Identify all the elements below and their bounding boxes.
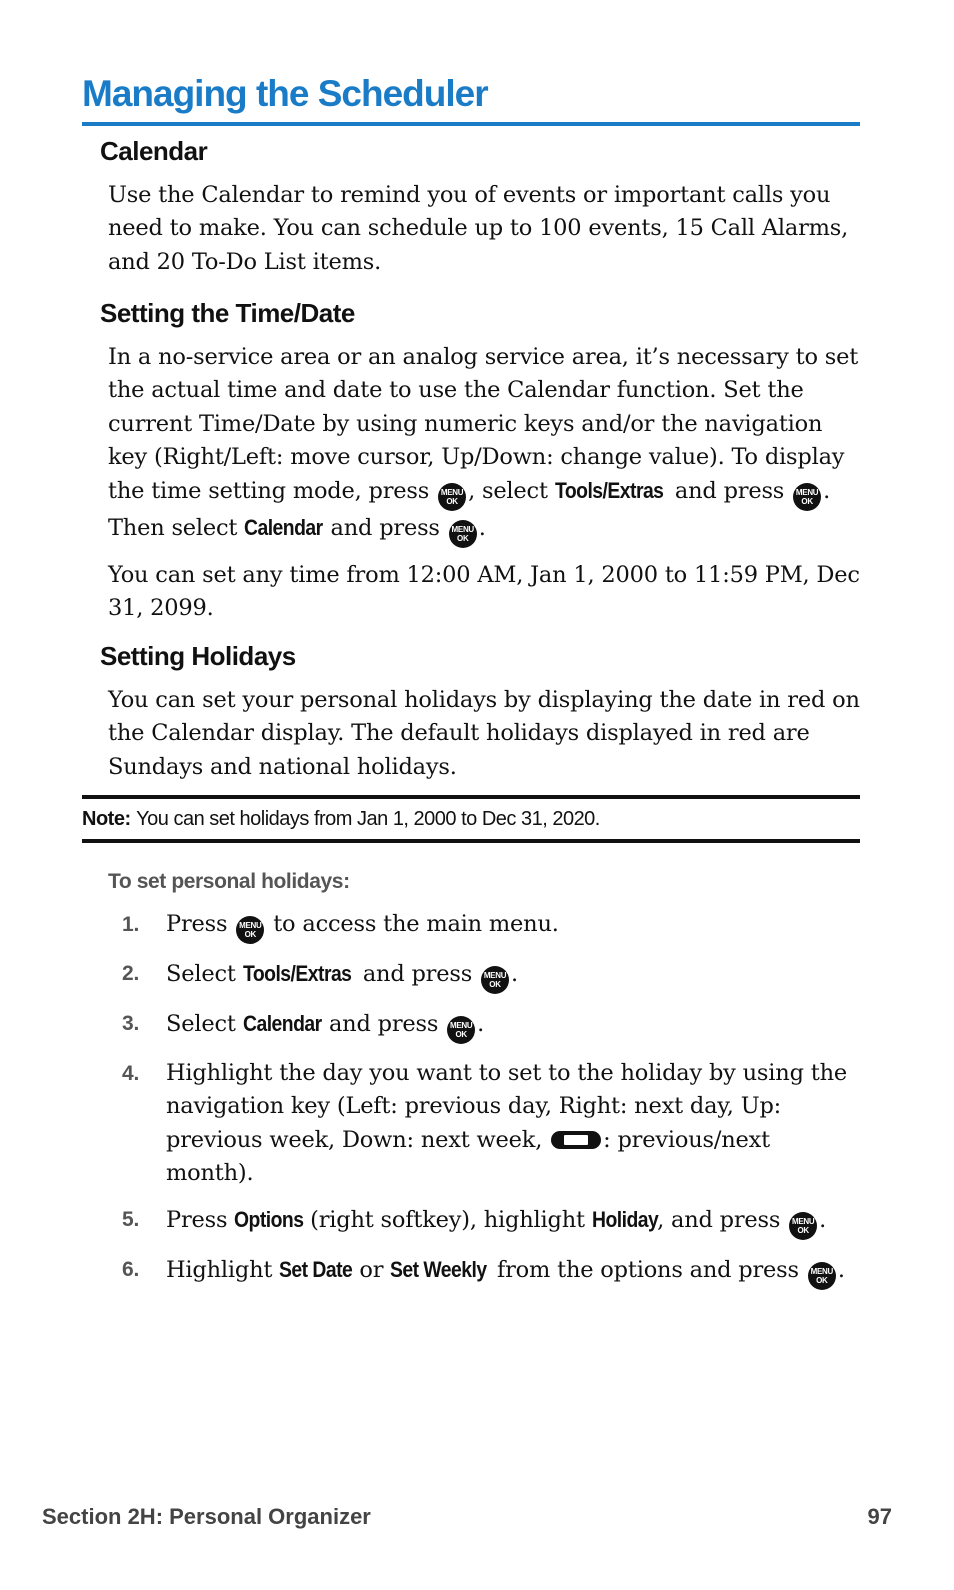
step-1 (120, 908, 860, 944)
menu-ok-key-icon: MENU OK (793, 483, 821, 511)
menu-ok-key-icon: MENU OK (449, 520, 477, 548)
text: or (359, 1257, 384, 1284)
text: : previous/next month). (166, 1126, 770, 1186)
text: . (478, 515, 486, 542)
text: and press (330, 515, 440, 542)
text: Press (166, 1207, 228, 1234)
calendar-label: Calendar (244, 515, 323, 541)
holidays-section (100, 639, 860, 784)
text: and press (674, 478, 785, 505)
menu-ok-key-icon: MENU OK (236, 916, 264, 944)
calendar-section (100, 134, 860, 279)
time-date-section (100, 296, 860, 626)
text: . (837, 1257, 845, 1284)
step-number: 6. (122, 1258, 140, 1282)
calendar-body: Use the Calendar to remind you of events or important calls you need to make. You can schedule up to 100 events, 15 Call Alarms, and 20 To-Do List items. (108, 182, 849, 275)
text: Press (166, 911, 228, 937)
note-label: Note: (82, 808, 131, 830)
step-number: 4. (122, 1062, 140, 1085)
step-6 (120, 1253, 860, 1290)
text: . (823, 478, 831, 505)
text: Highlight (166, 1257, 273, 1284)
tools-extras-label: Tools/Extras (554, 478, 664, 504)
tools-extras-label: Tools/Extras (242, 961, 352, 986)
side-navigation-key-icon (551, 1131, 601, 1149)
menu-ok-key-icon: MENU OK (438, 483, 466, 511)
step-number: 1. (122, 913, 140, 936)
text: , select (468, 478, 548, 505)
menu-ok-key-icon: MENU OK (808, 1262, 836, 1290)
note-box (82, 795, 860, 843)
page-footer (42, 1504, 892, 1530)
step-5 (120, 1203, 860, 1240)
time-date-paragraph-2: You can set any time from 12:00 AM, Jan 1, 2000 to 11:59 PM, Dec 31, 2099. (108, 562, 860, 622)
time-date-heading: Setting the Time/Date (100, 298, 355, 328)
text: and press (362, 961, 473, 987)
text: to access the main menu. (273, 911, 559, 937)
set-weekly-label: Set Weekly (390, 1257, 487, 1283)
text: and press (328, 1011, 439, 1037)
step-4 (120, 1057, 860, 1190)
steps-title: To set personal holidays: (108, 870, 350, 893)
text: In a no-service area or an analog service area, it’s necessary to set the actual time and date to use the Calendar function. Set the current Time/Date by using numeric keys and/or the navigation key (Right/Left: move cursor, Up/Down: change value). To display the time setting mode, press (108, 344, 859, 505)
calendar-heading: Calendar (100, 136, 208, 166)
step-2 (120, 957, 860, 994)
calendar-label: Calendar (242, 1011, 322, 1036)
step-number: 3. (122, 1012, 140, 1035)
page-title: Managing the Scheduler (82, 70, 860, 126)
steps-list (120, 908, 860, 1303)
section-label: Section 2H: Personal Organizer (42, 1504, 371, 1529)
text: Select (166, 961, 236, 987)
text: from the options and press (496, 1257, 799, 1284)
step-number: 2. (122, 962, 140, 985)
note-text: You can set holidays from Jan 1, 2000 to Dec 31, 2020. (136, 808, 600, 830)
menu-ok-key-icon: MENU OK (481, 966, 509, 994)
step-number: 5. (122, 1208, 140, 1232)
menu-ok-key-icon: MENU OK (447, 1016, 475, 1044)
text: Select (166, 1011, 236, 1037)
text: , and press (657, 1207, 781, 1234)
menu-ok-key-icon: MENU OK (789, 1212, 817, 1240)
holidays-body: You can set your personal holidays by displaying the date in red on the Calendar display. The default holidays displayed in red are Sundays and national holidays. (108, 687, 860, 780)
text: . (819, 1207, 827, 1234)
holiday-label: Holiday (591, 1207, 659, 1233)
text: . (477, 1011, 485, 1037)
text: Highlight the day you want to set to the holiday by using the navigation key (Left: previous day, Right: next day, Up: previous week, Down: next week, (166, 1060, 847, 1153)
text: (right softkey), highlight (310, 1207, 585, 1234)
time-date-paragraph-1 (108, 341, 860, 548)
step-3 (120, 1007, 860, 1044)
text: . (511, 961, 518, 987)
text: Then select (108, 515, 238, 542)
page-number: 97 (867, 1504, 892, 1529)
options-label: Options (234, 1207, 304, 1233)
set-date-label: Set Date (279, 1257, 353, 1283)
holidays-heading: Setting Holidays (100, 641, 296, 671)
